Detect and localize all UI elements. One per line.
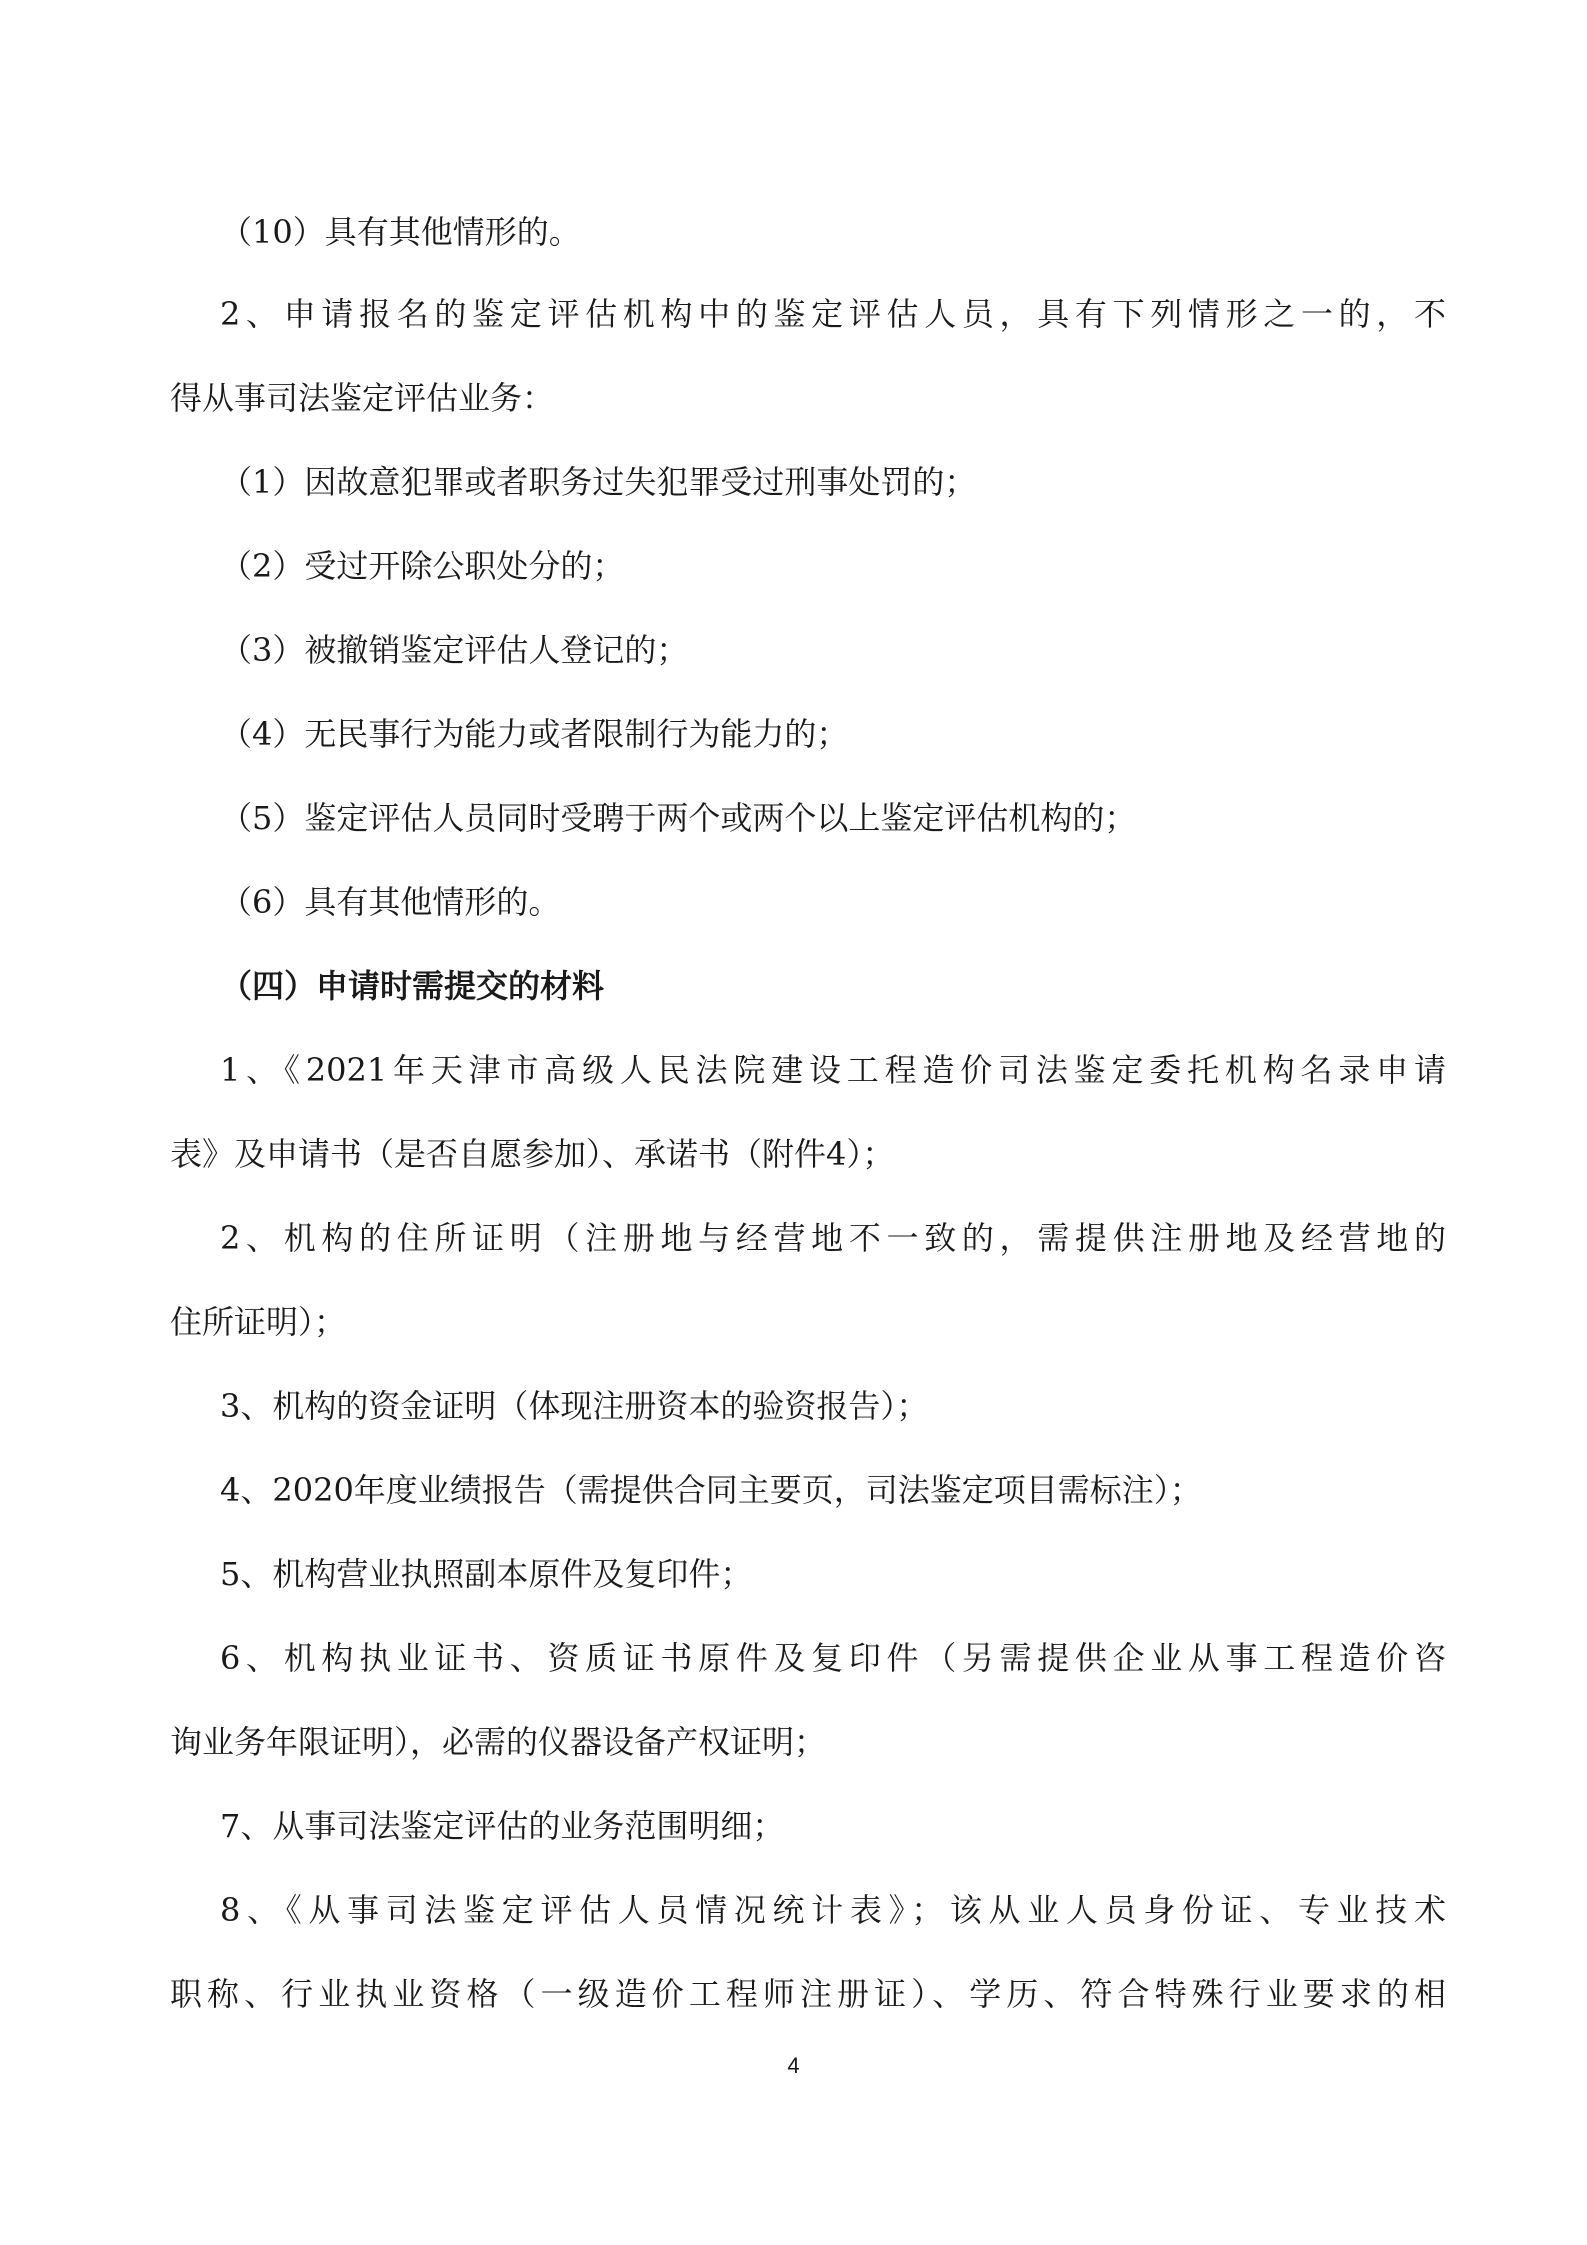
material-2-line-1: 2、机构的住所证明（注册地与经营地不一致的，需提供注册地及经营地的 <box>220 1219 1446 1257</box>
material-6-line-2: 询业务年限证明），必需的仪器设备产权证明； <box>170 1723 827 1761</box>
material-2-line-2: 住所证明）； <box>170 1303 347 1341</box>
list-item-3: （3）被撤销鉴定评估人登记的； <box>220 631 689 669</box>
paragraph-item-10: （10）具有其他情形的。 <box>220 213 581 251</box>
material-1-line-1: 1、《2021年天津市高级人民法院建设工程造价司法鉴定委托机构名录申请 <box>220 1051 1446 1089</box>
material-8-line-1: 8、《从事司法鉴定评估人员情况统计表》；该从业人员身份证、专业技术 <box>220 1891 1446 1929</box>
material-7: 7、从事司法鉴定评估的业务范围明细； <box>220 1807 785 1845</box>
list-item-2: （2）受过开除公职处分的； <box>220 547 625 585</box>
list-item-4: （4）无民事行为能力或者限制行为能力的； <box>220 715 849 753</box>
material-1-line-2: 表》及申请书（是否自愿参加）、承诺书（附件4）； <box>170 1135 895 1173</box>
material-6-line-1: 6、机构执业证书、资质证书原件及复印件（另需提供企业从事工程造价咨 <box>220 1639 1446 1677</box>
material-4: 4、2020年度业绩报告（需提供合同主要页，司法鉴定项目需标注）； <box>220 1471 1202 1509</box>
material-8-line-2: 职称、行业执业资格（一级造价工程师注册证）、学历、符合特殊行业要求的相 <box>170 1975 1446 2013</box>
material-5: 5、机构营业执照副本原件及复印件； <box>220 1555 753 1593</box>
list-item-1: （1）因故意犯罪或者职务过失犯罪受过刑事处罚的； <box>220 463 977 501</box>
paragraph-2-line-2: 得从事司法鉴定评估业务： <box>170 379 555 417</box>
paragraph-2-line-1: 2、申请报名的鉴定评估机构中的鉴定评估人员，具有下列情形之一的，不 <box>220 295 1446 333</box>
material-3: 3、机构的资金证明（体现注册资本的验资报告）； <box>220 1387 929 1425</box>
page-number: 4 <box>787 2053 800 2078</box>
list-item-6: （6）具有其他情形的。 <box>220 883 561 921</box>
section-heading: （四）申请时需提交的材料 <box>220 967 605 1005</box>
list-item-5: （5）鉴定评估人员同时受聘于两个或两个以上鉴定评估机构的； <box>220 799 1137 837</box>
